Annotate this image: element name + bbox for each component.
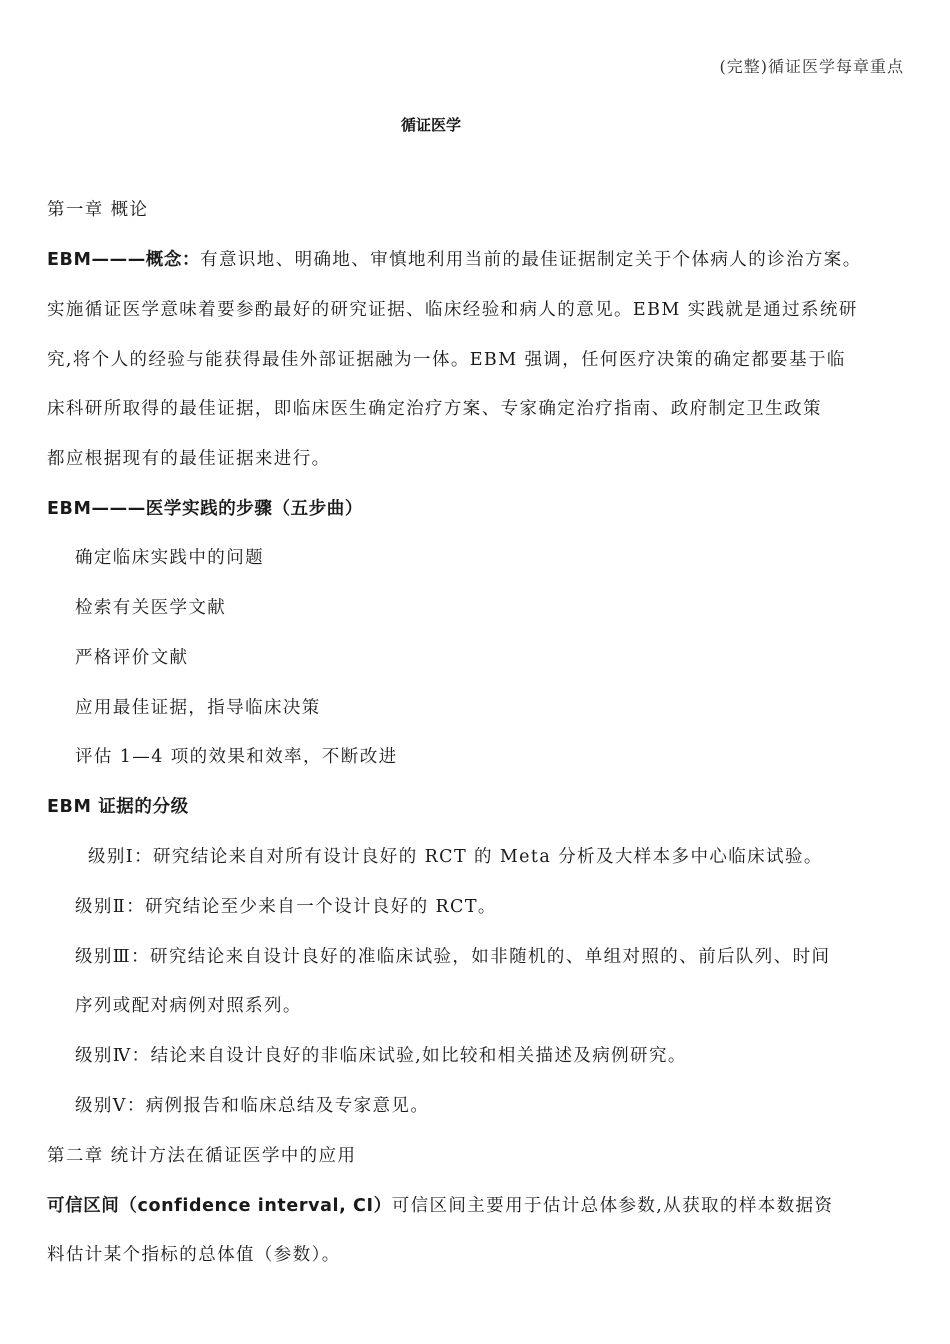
evidence-level-4: 级别Ⅳ：结论来自设计良好的非临床试验,如比较和相关描述及病例研究。 bbox=[75, 1046, 687, 1066]
evidence-level-1: 级别Ⅰ：研究结论来自对所有设计良好的 RCT 的 Meta 分析及大样本多中心临床试验。 bbox=[88, 847, 823, 867]
evidence-level-5: 级别Ⅴ：病例报告和临床总结及专家意见。 bbox=[75, 1096, 430, 1116]
evidence-level-2: 级别Ⅱ：研究结论至少来自一个设计良好的 RCT。 bbox=[75, 897, 497, 917]
ebm-step-item: 评估 1—4 项的效果和效率，不断改进 bbox=[75, 747, 398, 767]
ebm-concept-paragraph-line3: 究,将个人的经验与能获得最佳外部证据融为一体。EBM 强调，任何医疗决策的确定都要基于临 bbox=[47, 350, 846, 370]
ebm-concept-text: 有意识地、明确地、审慎地利用当前的最佳证据制定关于个体病人的诊治方案。 bbox=[200, 250, 862, 270]
ebm-concept-paragraph-line5: 都应根据现有的最佳证据来进行。 bbox=[47, 449, 331, 469]
ebm-steps-heading: EBM———医学实践的步骤（五步曲） bbox=[47, 499, 364, 519]
chapter2-heading: 第二章 统计方法在循证医学中的应用 bbox=[47, 1146, 357, 1166]
ebm-step-item: 应用最佳证据，指导临床决策 bbox=[75, 698, 321, 718]
ebm-concept-paragraph-line4: 床科研所取得的最佳证据，即临床医生确定治疗方案、专家确定治疗指南、政府制定卫生政策 bbox=[47, 399, 822, 419]
ebm-step-item: 严格评价文献 bbox=[75, 648, 189, 668]
evidence-level-3-line1: 级别Ⅲ：研究结论来自设计良好的准临床试验，如非随机的、单组对照的、前后队列、时间 bbox=[75, 947, 831, 967]
running-header: (完整)循证医学每章重点 bbox=[719, 57, 904, 76]
ebm-step-item: 检索有关医学文献 bbox=[75, 598, 227, 618]
document-title: 循证医学 bbox=[400, 116, 461, 134]
evidence-levels-heading: EBM 证据的分级 bbox=[47, 797, 189, 817]
ci-paragraph-line1 bbox=[47, 1194, 833, 1218]
ebm-concept-label: EBM———概念： bbox=[47, 250, 201, 270]
ebm-concept-paragraph-line2: 实施循证医学意味着要参酌最好的研究证据、临床经验和病人的意见。EBM 实践就是通过系统研 bbox=[47, 300, 858, 320]
chapter1-heading: 第一章 概论 bbox=[47, 200, 149, 220]
ebm-step-item: 确定临床实践中的问题 bbox=[75, 548, 264, 568]
ci-label: 可信区间（confidence interval, CI） bbox=[47, 1196, 392, 1216]
ci-paragraph-line2: 料估计某个指标的总体值（参数）。 bbox=[47, 1245, 341, 1265]
evidence-level-3-line2: 序列或配对病例对照系列。 bbox=[75, 996, 302, 1016]
ebm-concept-paragraph-line1 bbox=[47, 248, 862, 272]
ci-text: 可信区间主要用于估计总体参数,从获取的样本数据资 bbox=[391, 1196, 834, 1216]
